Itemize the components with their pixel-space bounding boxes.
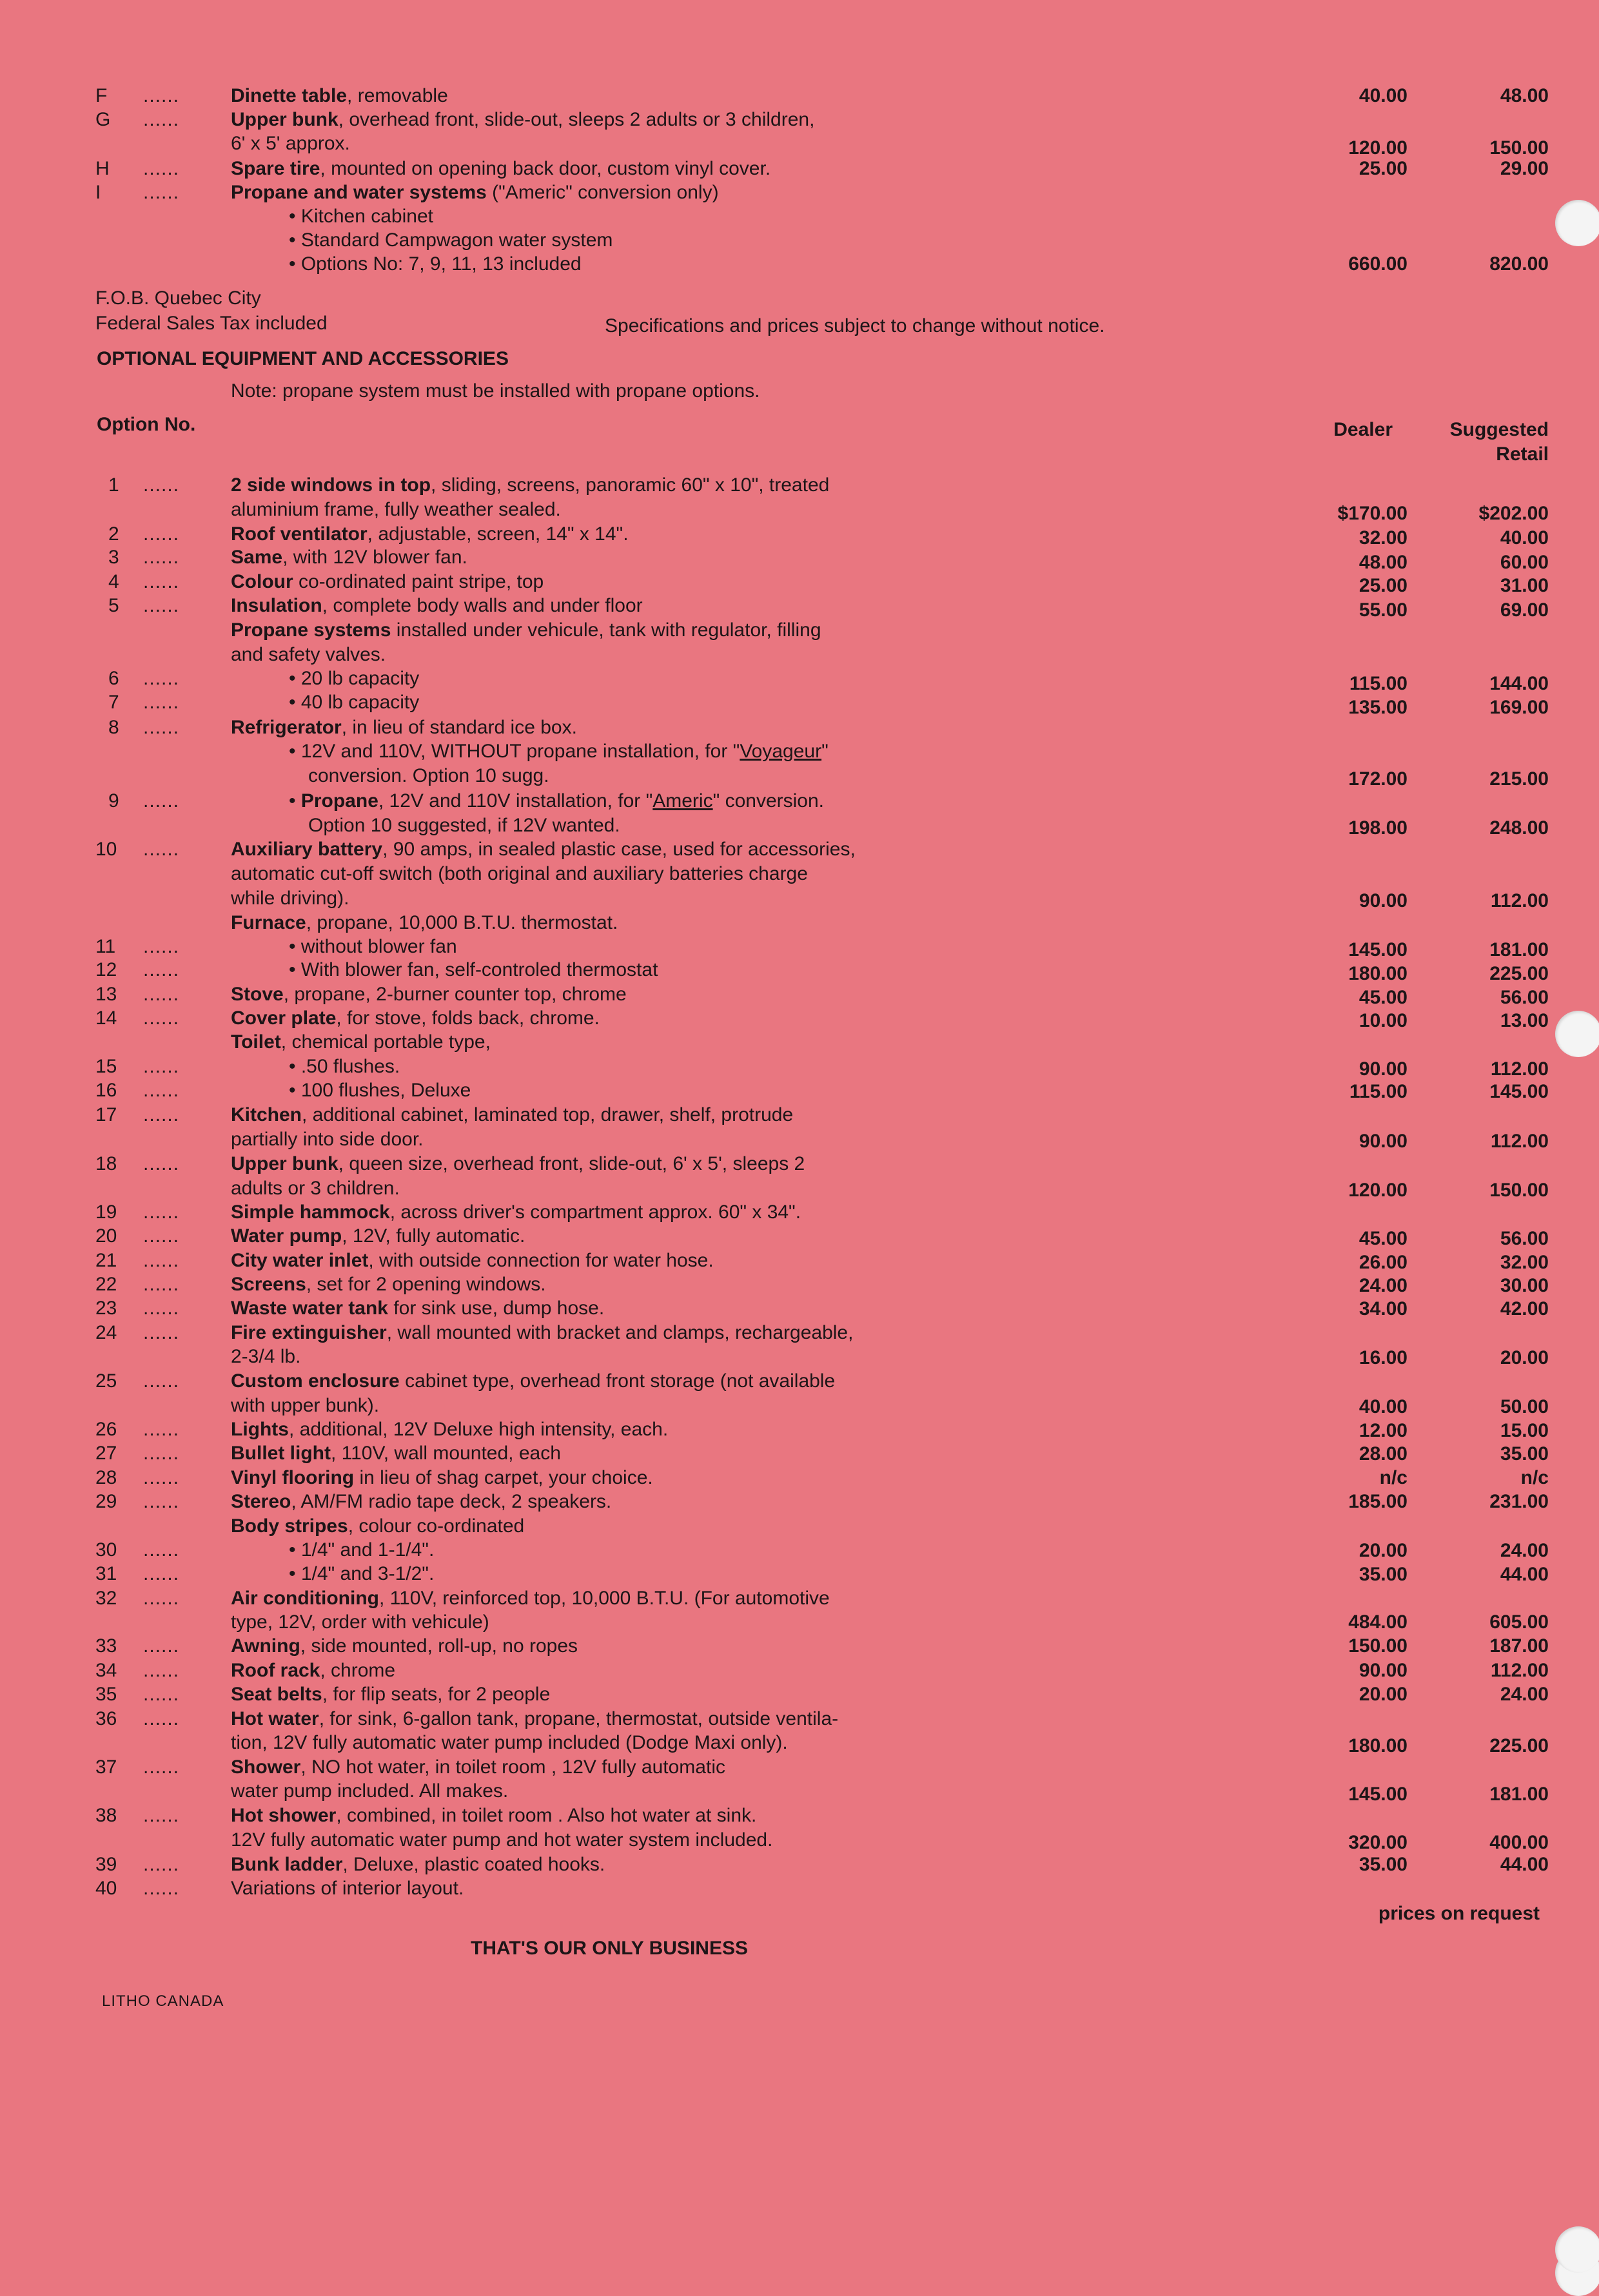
binder-hole bbox=[1555, 200, 1599, 246]
column-header-retail: Suggested Retail bbox=[1449, 419, 1549, 465]
retail-price: 48.00 bbox=[1500, 85, 1549, 106]
fob-note: F.O.B. Quebec City bbox=[95, 287, 261, 309]
tax-note: Federal Sales Tax included bbox=[95, 313, 328, 334]
item-code: F bbox=[95, 85, 108, 106]
binder-hole bbox=[1555, 1011, 1599, 1057]
item-name: Dinette table bbox=[231, 85, 348, 106]
printer-credit: LITHO CANADA bbox=[102, 1992, 224, 2010]
propane-note: Note: propane system must be installed with propane options. bbox=[231, 380, 760, 402]
dealer-price: 40.00 bbox=[1359, 85, 1408, 106]
column-header-option: Option No. bbox=[97, 414, 196, 435]
section-heading: OPTIONAL EQUIPMENT AND ACCESSORIES bbox=[97, 348, 509, 369]
prices-on-request: prices on request bbox=[1378, 1903, 1540, 1924]
price-list-page: F ...... Dinette table, removable 40.00 48.00 G ...... Upper bunk, overhead front, slide-out, sleeps 2 adults or 3 children, 6' x 5' approx. 120.00 150.00 H ...... Spare tire, mounted on opening back door, custom vinyl cover. 25.00 29.00 I ...... Propane and water systems ("Americ" conversion only) • Kitchen cabinet • Standard Campwagon water system • Options No: 7, 9, 11, 13 included 660.00 820.00 F.O.B. Quebec City Federal Sales Tax included Specifications and prices subject to change without notice. OPTIONAL EQUIPMENT AND ACCESSORIES Note: propane system must be installed with propane options. Option No. Dealer Suggested Retail 1 ...... 2 side windows in top, sliding, screens, panoramic 60" x 10", treated aluminium frame, fully weather sealed. $170.00 $202.00 2 ...... Roof ventilator, adjustable, screen, 14" x 14". 32.00 40.00 3 ...... Same, with 12V blower fan. 48.00 60.00 4 ...... Colour co-ordinated paint stripe, top 25.00 31.00 5 ...... Insulation, complete body walls and under floor 55.00 69.00 Propane systems installed under vehicule, tank with regulator, filling and safety valves. 6 ...... • 20 lb capacity 115.00 144.00 7 ...... • 40 lb capacity 135.00 169.00 8 ...... Refrigerator, in lieu of standard ice box. • 12V and 110V, WITHOUT propane installation, for "Voyageur" conversion. Option 10 sugg. 172.00 215.00 9 ...... • Propane, 12V and 110V installation, for "Americ" conversion. Option 10 suggested, if 12V wanted. 198.00 248.00 10 ...... Auxiliary battery, 90 amps, in sealed plastic case, used for accessories, automatic cut-off switch (both original and auxiliary batteries charge while driving). 90.00 112.00 Furnace, propane, 10,000 B.T.U. thermostat. 11 ...... • without blower fan 145.00 181.00 12 ...... • With blower fan, self-controled thermostat 180.00 225.00 13 ...... Stove, propane, 2-burner counter top, chrome 45.00 56.00 14 ...... Cover plate, for stove, folds back, chrome. 10.00 13.00 Toilet, chemical portable type, 15 ...... • .50 flushes. 90.00 112.00 16 ...... • 100 flushes, Deluxe 115.00 145.00 17 ...... Kitchen, additional cabinet, laminated top, drawer, shelf, protrude partially into side door. 90.00 112.00 18 ...... Upper bunk, queen size, overhead front, slide-out, 6' x 5', sleeps 2 adults or 3 children. 120.00 150.00 19 ...... Simple hammock, across driver's compartment approx. 60" x 34". 20 ...... Water pump, 12V, fully automatic. 45.00 56.00 21 ...... City water inlet, with outside connection for water hose. 26.00 32.00 22 ...... Screens, set for 2 opening windows. 24.00 30.00 23 ...... Waste water tank for sink use, dump hose. 34.00 42.00 24 ...... Fire extinguisher, wall mounted with bracket and clamps, rechargeable, 2-3/4 lb. 16.00 20.00 25 ...... Custom enclosure cabinet type, overhead front storage (not available with upper bunk). 40.00 50.00 26 ...... Lights, additional, 12V Deluxe high intensity, each. 12.00 15.00 27 ...... Bullet light, 110V, wall mounted, each 28.00 35.00 28 ...... Vinyl flooring in lieu of shag carpet, your choice. n/c n/c 29 ...... Stereo, AM/FM radio tape deck, 2 speakers. 185.00 231.00 Body stripes, colour co-ordinated 30 ...... • 1/4" and 1-1/4". 20.00 24.00 31 ...... • 1/4" and 3-1/2". 35.00 44.00 32 ...... Air conditioning, 110V, reinforced top, 10,000 B.T.U. (For automotive type, 12V, order with vehicule) 484.00 605.00 33 ...... Awning, side mounted, roll-up, no ropes 150.00 187.00 34 ...... Roof rack, chrome 90.00 112.00 35 ...... Seat belts, for flip seats, for 2 people 20.00 24.00 36 ...... Hot water, for sink, 6-gallon tank, propane, thermostat, outside ventila- tion, 12V fully automatic water pump included (Dodge Maxi only). 180.00 225.00 37 ...... Shower, NO hot water, in toilet room , 12V fully automatic water pump included. All makes. 145.00 181.00 38 ...... Hot shower, combined, in toilet room . Also hot water at sink. 12V fully automatic water pump and hot water system included. 320.00 400.00 39 ...... Bunk ladder, Deluxe, plastic coated hooks. 35.00 44.00 40 ...... Variations of interior layout. prices on request THAT'S OUR ONLY BUSINESS LITHO CANADA bbox=[0, 0, 1599, 2098]
column-header-dealer: Dealer bbox=[1333, 419, 1393, 440]
binder-hole bbox=[1555, 2226, 1599, 2273]
disclaimer: Specifications and prices subject to change without notice. bbox=[605, 315, 1105, 336]
slogan: THAT'S OUR ONLY BUSINESS bbox=[471, 1938, 748, 1959]
